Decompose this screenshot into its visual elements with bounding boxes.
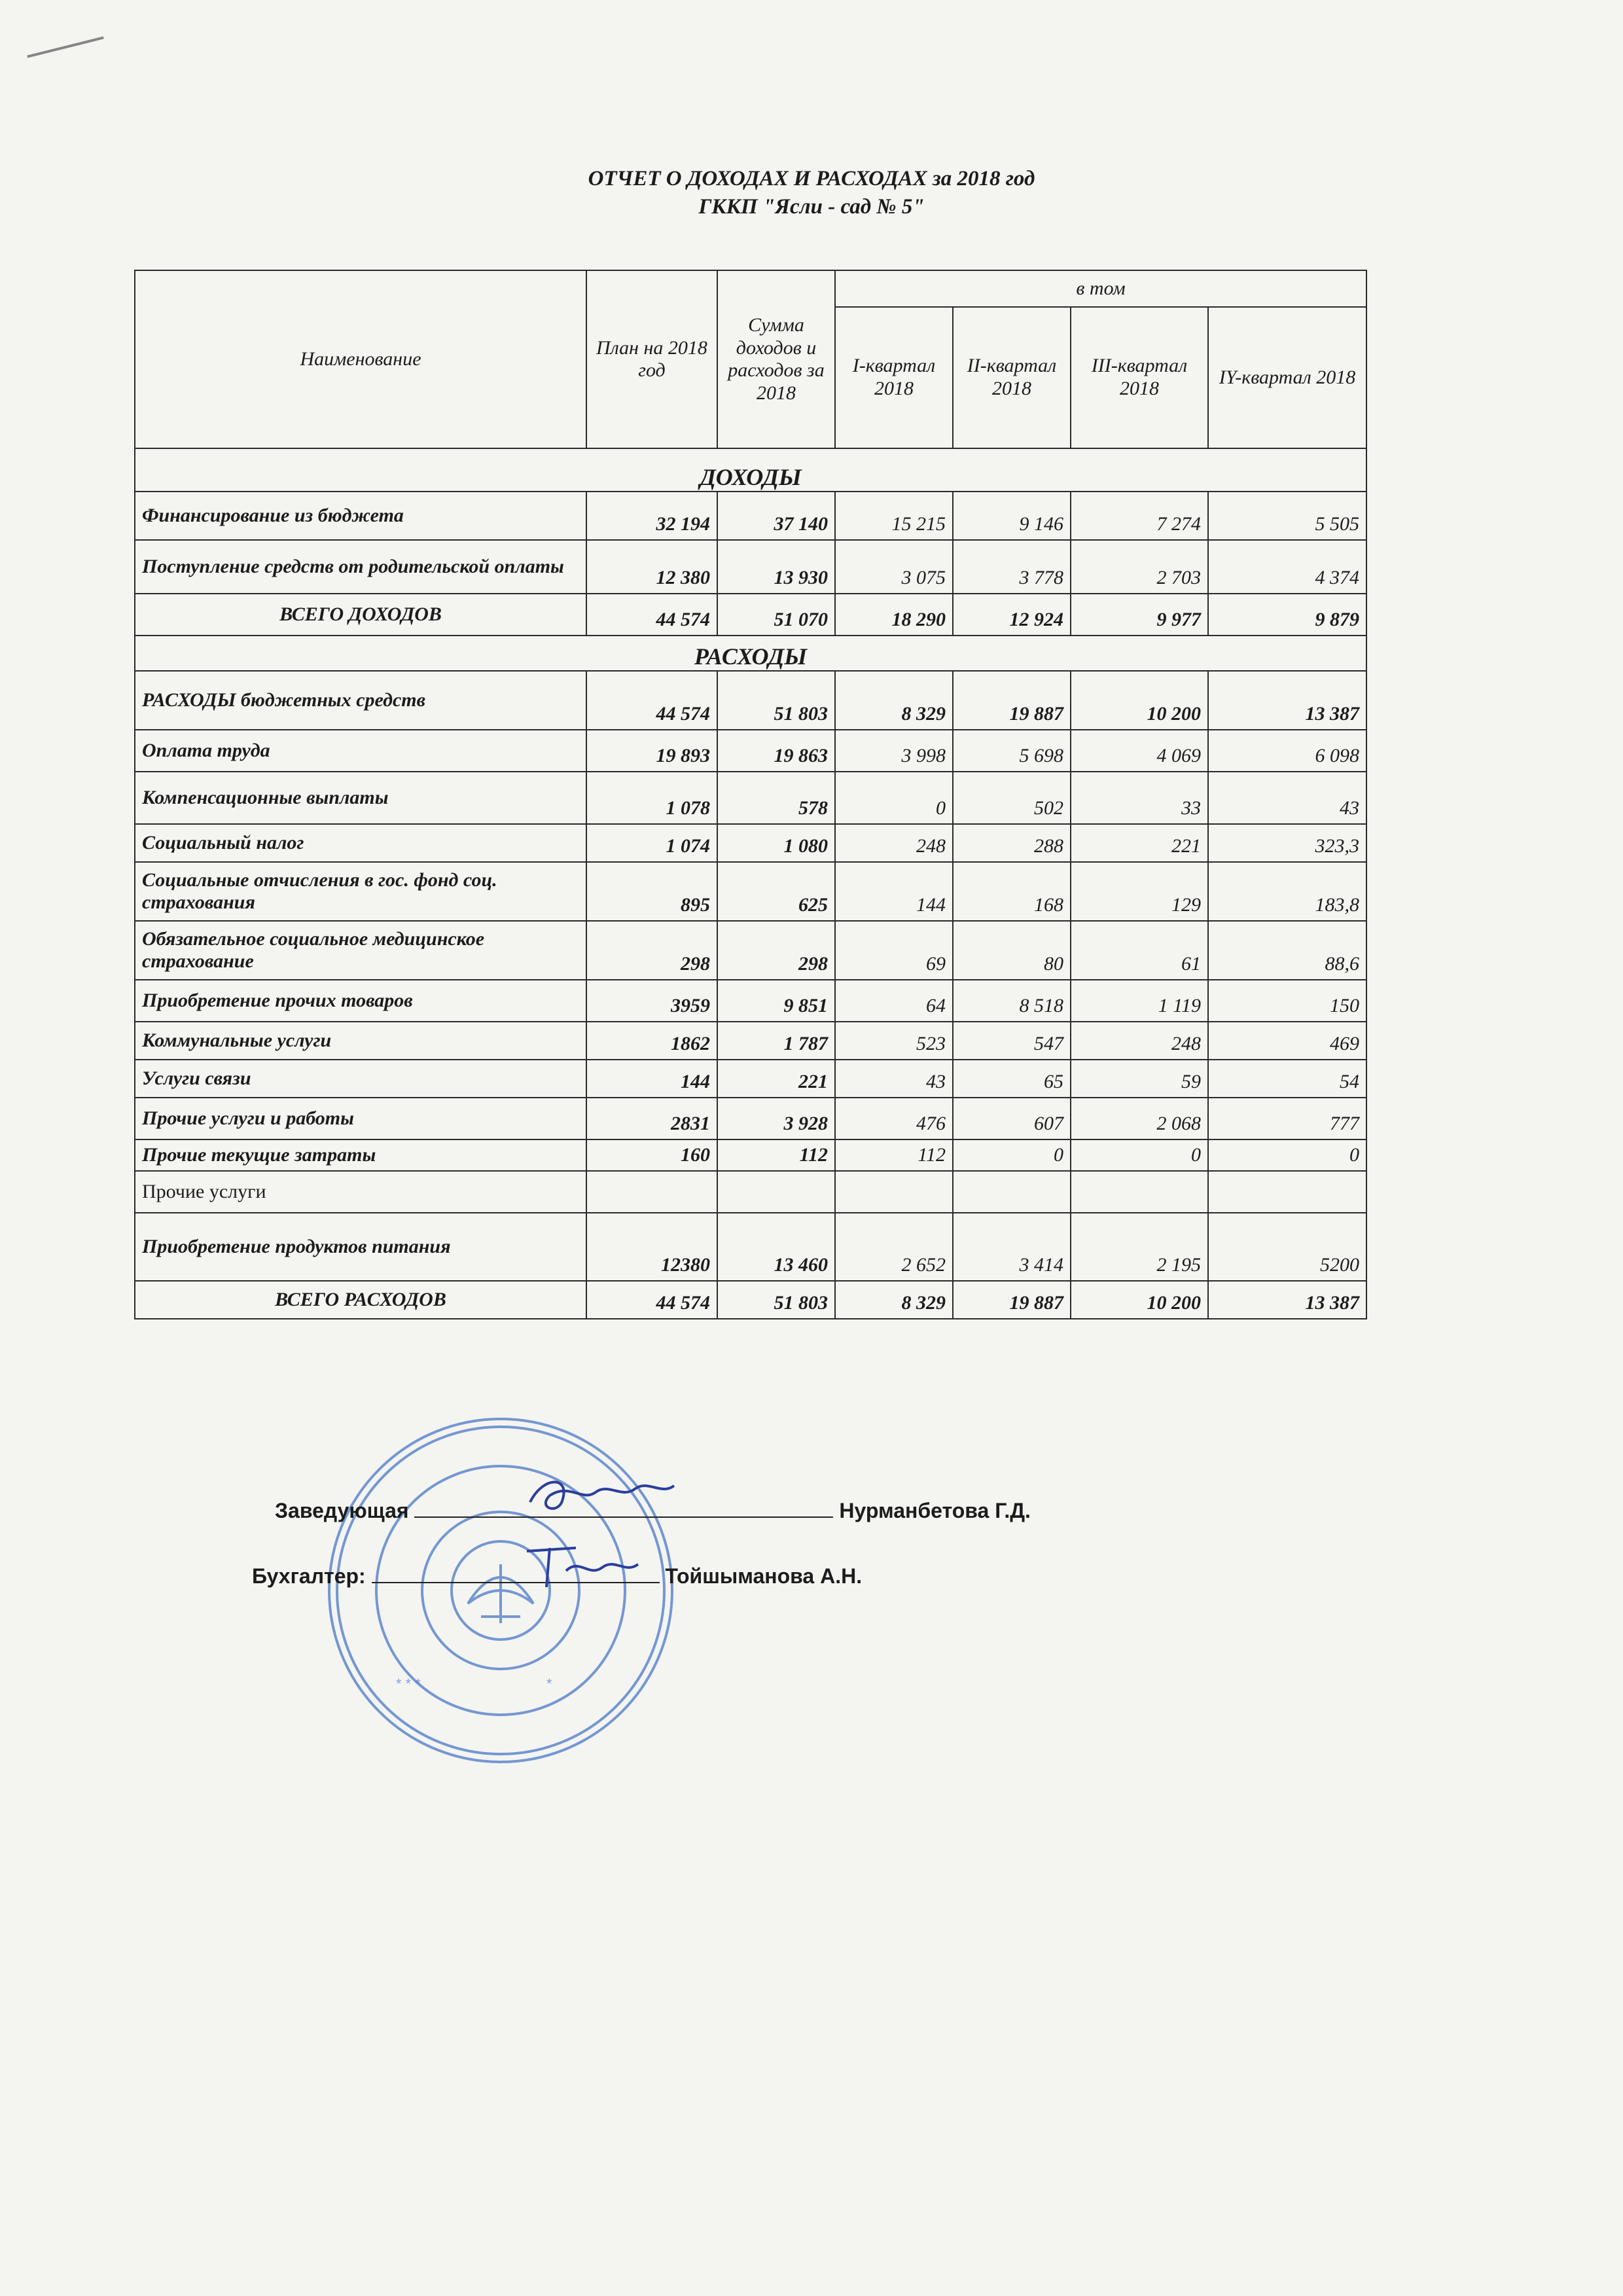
row-label: Приобретение продуктов питания <box>135 1213 586 1281</box>
expense-row <box>135 1213 1366 1281</box>
cell-plan: 2831 <box>586 1098 717 1139</box>
cell-q1: 112 <box>835 1139 953 1171</box>
cell-plan: 298 <box>586 921 717 980</box>
expense-row <box>135 1139 1366 1171</box>
accountant-label: Бухгалтер: <box>252 1564 366 1588</box>
expense-row <box>135 921 1366 980</box>
cell-q2: 19 887 <box>953 671 1071 730</box>
cell-q3: 9 977 <box>1071 594 1208 636</box>
cell-sum: 9 851 <box>717 980 835 1022</box>
cell-q4: 5 505 <box>1208 492 1366 540</box>
cell-q4: 88,6 <box>1208 921 1366 980</box>
cell-plan: 3959 <box>586 980 717 1022</box>
cell-q3: 7 274 <box>1071 492 1208 540</box>
cell-plan: 44 574 <box>586 1281 717 1319</box>
income-row <box>135 492 1366 540</box>
cell-q3: 1 119 <box>1071 980 1208 1022</box>
cell-q1: 43 <box>835 1060 953 1098</box>
cell-q1: 15 215 <box>835 492 953 540</box>
cell-q3: 2 068 <box>1071 1098 1208 1139</box>
expense-row <box>135 1022 1366 1060</box>
cell-plan: 895 <box>586 862 717 921</box>
expense-row <box>135 1171 1366 1213</box>
cell-sum <box>717 1171 835 1213</box>
cell-sum: 13 460 <box>717 1213 835 1281</box>
cell-q1: 18 290 <box>835 594 953 636</box>
accountant-handwritten-signature <box>517 1532 648 1597</box>
row-label: Оплата труда <box>135 730 586 772</box>
cell-q2: 288 <box>953 824 1071 862</box>
income-row <box>135 540 1366 594</box>
cell-q1: 248 <box>835 824 953 862</box>
cell-q4: 323,3 <box>1208 824 1366 862</box>
cell-sum: 1 080 <box>717 824 835 862</box>
cell-plan: 1 074 <box>586 824 717 862</box>
header-q4: IY-квартал 2018 <box>1208 307 1366 448</box>
cell-q4 <box>1208 1171 1366 1213</box>
row-label: Коммунальные услуги <box>135 1022 586 1060</box>
expense-row <box>135 824 1366 862</box>
accountant-name: Тойшыманова А.Н. <box>665 1564 863 1588</box>
cell-sum: 13 930 <box>717 540 835 594</box>
head-label: Заведующая <box>275 1499 409 1522</box>
cell-q2: 3 778 <box>953 540 1071 594</box>
cell-q1: 3 075 <box>835 540 953 594</box>
svg-text:* * *: * * * <box>396 1676 421 1692</box>
row-label: ВСЕГО ДОХОДОВ <box>135 594 586 636</box>
cell-q2: 12 924 <box>953 594 1071 636</box>
cell-plan <box>586 1171 717 1213</box>
cell-q2: 547 <box>953 1022 1071 1060</box>
svg-text:*: * <box>546 1676 552 1692</box>
row-label: Прочие текущие затраты <box>135 1139 586 1171</box>
row-label: Приобретение прочих товаров <box>135 980 586 1022</box>
cell-plan: 1862 <box>586 1022 717 1060</box>
cell-q3: 4 069 <box>1071 730 1208 772</box>
expense-total-row <box>135 1281 1366 1319</box>
cell-q1: 2 652 <box>835 1213 953 1281</box>
cell-q1: 8 329 <box>835 1281 953 1319</box>
report-title: ОТЧЕТ О ДОХОДАХ И РАСХОДАХ за 2018 год <box>588 167 1035 190</box>
cell-sum: 3 928 <box>717 1098 835 1139</box>
cell-q4: 183,8 <box>1208 862 1366 921</box>
expense-main-row <box>135 671 1366 730</box>
cell-sum: 19 863 <box>717 730 835 772</box>
cell-q2: 8 518 <box>953 980 1071 1022</box>
cell-sum: 578 <box>717 772 835 824</box>
cell-q3: 59 <box>1071 1060 1208 1098</box>
cell-sum: 112 <box>717 1139 835 1171</box>
expense-row <box>135 862 1366 921</box>
cell-q3: 248 <box>1071 1022 1208 1060</box>
expense-row <box>135 1060 1366 1098</box>
cell-plan: 44 574 <box>586 671 717 730</box>
cell-plan: 160 <box>586 1139 717 1171</box>
cell-q3: 10 200 <box>1071 671 1208 730</box>
cell-plan: 44 574 <box>586 594 717 636</box>
cell-q3: 2 195 <box>1071 1213 1208 1281</box>
cell-q3: 129 <box>1071 862 1208 921</box>
cell-q2: 19 887 <box>953 1281 1071 1319</box>
cell-q1: 523 <box>835 1022 953 1060</box>
cell-q4: 43 <box>1208 772 1366 824</box>
organization-title: ГККП "Ясли - сад № 5" <box>698 195 925 219</box>
cell-q4: 150 <box>1208 980 1366 1022</box>
income-expense-table <box>134 270 1367 1319</box>
cell-sum: 51 803 <box>717 1281 835 1319</box>
cell-q4: 777 <box>1208 1098 1366 1139</box>
cell-q2: 502 <box>953 772 1071 824</box>
cell-q1 <box>835 1171 953 1213</box>
cell-q4: 54 <box>1208 1060 1366 1098</box>
header-q3: III-квартал 2018 <box>1071 307 1208 448</box>
expense-row <box>135 772 1366 824</box>
row-label: Услуги связи <box>135 1060 586 1098</box>
cell-q1: 3 998 <box>835 730 953 772</box>
header-q1: I-квартал 2018 <box>835 307 953 448</box>
cell-q1: 0 <box>835 772 953 824</box>
row-label: Социальный налог <box>135 824 586 862</box>
cell-q3 <box>1071 1171 1208 1213</box>
cell-plan: 32 194 <box>586 492 717 540</box>
cell-q2: 5 698 <box>953 730 1071 772</box>
header-name: Наименование <box>135 270 586 448</box>
cell-q2 <box>953 1171 1071 1213</box>
cell-q4: 4 374 <box>1208 540 1366 594</box>
cell-q2: 65 <box>953 1060 1071 1098</box>
row-label: Компенсационные выплаты <box>135 772 586 824</box>
cell-q4: 0 <box>1208 1139 1366 1171</box>
cell-q3: 61 <box>1071 921 1208 980</box>
cell-sum: 298 <box>717 921 835 980</box>
row-label: Обязательное социальное медицинское страхование <box>135 921 586 980</box>
cell-q3: 10 200 <box>1071 1281 1208 1319</box>
cell-q1: 144 <box>835 862 953 921</box>
row-label: РАСХОДЫ бюджетных средств <box>135 671 586 730</box>
expense-row <box>135 980 1366 1022</box>
cell-q3: 33 <box>1071 772 1208 824</box>
cell-q2: 0 <box>953 1139 1071 1171</box>
scan-artifact <box>27 37 103 58</box>
cell-plan: 144 <box>586 1060 717 1098</box>
cell-plan: 12 380 <box>586 540 717 594</box>
head-handwritten-signature <box>524 1463 681 1528</box>
cell-sum: 51 803 <box>717 671 835 730</box>
cell-q2: 80 <box>953 921 1071 980</box>
cell-q4: 469 <box>1208 1022 1366 1060</box>
cell-q1: 8 329 <box>835 671 953 730</box>
expense-row <box>135 1098 1366 1139</box>
header-q2: II-квартал 2018 <box>953 307 1071 448</box>
cell-sum: 51 070 <box>717 594 835 636</box>
row-label: Поступление средств от родительской оплаты <box>135 540 586 594</box>
cell-q2: 9 146 <box>953 492 1071 540</box>
row-label: Социальные отчисления в гос. фонд соц. страхования <box>135 862 586 921</box>
cell-q2: 607 <box>953 1098 1071 1139</box>
cell-q3: 0 <box>1071 1139 1208 1171</box>
cell-plan: 19 893 <box>586 730 717 772</box>
cell-sum: 37 140 <box>717 492 835 540</box>
row-label: ВСЕГО РАСХОДОВ <box>135 1281 586 1319</box>
cell-q3: 221 <box>1071 824 1208 862</box>
cell-plan: 1 078 <box>586 772 717 824</box>
cell-sum: 221 <box>717 1060 835 1098</box>
row-label: Прочие услуги <box>135 1171 586 1213</box>
row-label: Прочие услуги и работы <box>135 1098 586 1139</box>
cell-sum: 625 <box>717 862 835 921</box>
row-label: Финансирование из бюджета <box>135 492 586 540</box>
income-section-title: ДОХОДЫ <box>135 448 1366 492</box>
header-sum: Сумма доходов и расходов за 2018 <box>717 270 835 448</box>
header-plan: План на 2018 год <box>586 270 717 448</box>
cell-q4: 13 387 <box>1208 671 1366 730</box>
income-total-row <box>135 594 1366 636</box>
head-name: Нурманбетова Г.Д. <box>839 1499 1031 1522</box>
cell-q1: 69 <box>835 921 953 980</box>
cell-q4: 5200 <box>1208 1213 1366 1281</box>
expense-section-title: РАСХОДЫ <box>135 636 1366 671</box>
cell-plan: 12380 <box>586 1213 717 1281</box>
cell-q4: 13 387 <box>1208 1281 1366 1319</box>
cell-q1: 64 <box>835 980 953 1022</box>
cell-sum: 1 787 <box>717 1022 835 1060</box>
cell-q4: 9 879 <box>1208 594 1366 636</box>
cell-q2: 168 <box>953 862 1071 921</box>
cell-q1: 476 <box>835 1098 953 1139</box>
expense-row <box>135 730 1366 772</box>
cell-q4: 6 098 <box>1208 730 1366 772</box>
header-including: в том <box>835 270 1366 307</box>
cell-q3: 2 703 <box>1071 540 1208 594</box>
cell-q2: 3 414 <box>953 1213 1071 1281</box>
